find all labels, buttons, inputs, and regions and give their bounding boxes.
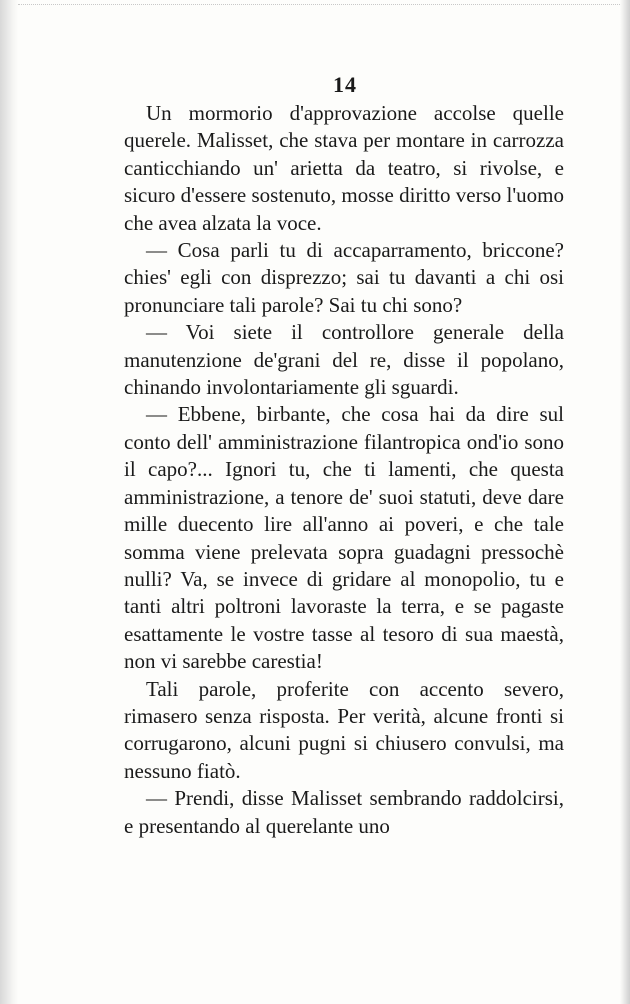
paragraph: — Ebbene, birbante, che cosa hai da dire sul conto dell' amministrazione filantropica ond'io sono il capo?... Ignori tu, che ti lamenti, che questa amministrazione, a tenore de' suoi statuti, deve dare mille duecento lire all'anno ai poveri, e che tale somma viene prelevata sopra guadagni pressochè nulli? Va, se invece di gridare al monopolio, tu e tanti altri poltroni lavoraste la terra, e se pagaste esattamente le vostre tasse al tesoro di sua maestà, non vi sarebbe carestia! [124,402,564,674]
paragraph: — Cosa parli tu di accaparramento, briccone? chies' egli con disprezzo; sai tu davanti a chi osi pronunciare tali parole? Sai tu chi sono? [124,238,564,317]
paragraph: — Prendi, disse Malisset sembrando raddolcirsi, e presentando al querelante uno [124,786,564,838]
paragraph: Tali parole, proferite con accento severo, rimasero senza risposta. Per verità, alcune fronti si corrugarono, alcuni pugni si chiusero convulsi, ma nessuno fiatò. [124,676,564,783]
body-text [124,100,564,840]
paragraph: Un mormorio d'approvazione accolse quelle querele. Malisset, che stava per montare in carrozza canticchiando un' arietta da teatro, si rivolse, e sicuro d'essere sostenuto, mosse diritto verso l'uomo che avea alzata la voce. [124,101,564,235]
page-right-edge [620,0,630,1004]
page-left-edge [0,0,18,1004]
paragraph: — Voi siete il controllore generale della manutenzione de'grani del re, disse il popolano, chinando involontariamente gli sguardi. [124,320,564,400]
page-top-edge [18,4,630,6]
page-number: 14 [333,72,357,97]
